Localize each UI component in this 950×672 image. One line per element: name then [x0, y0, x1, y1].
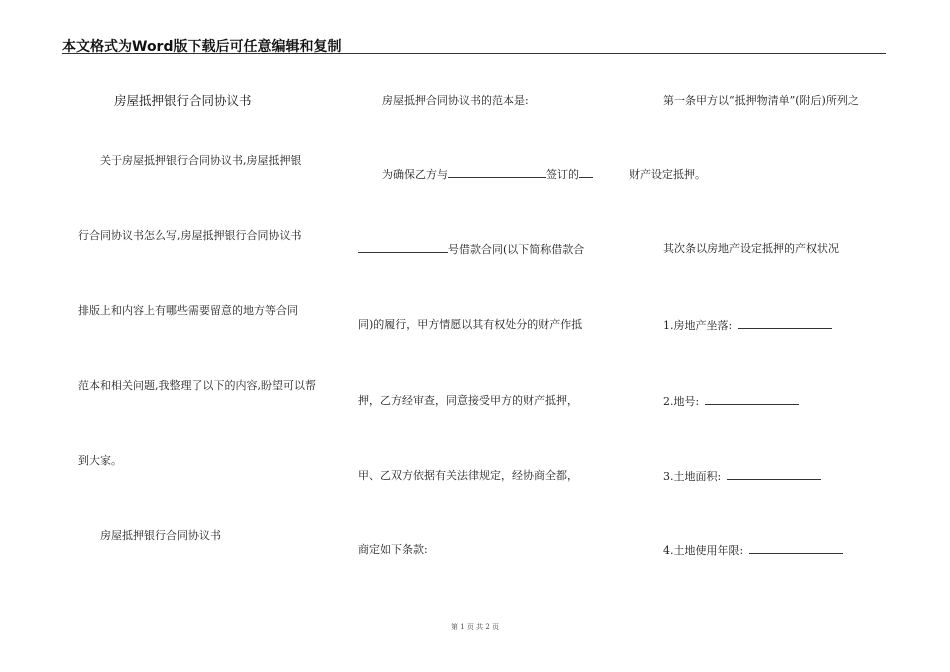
paragraph-line: 排版上和内容上有哪些需要留意的地方等合同 [78, 304, 298, 317]
paragraph-line: 其次条以房地产设定抵押的产权状况 [663, 242, 839, 255]
text-segment: 号借款合同(以下简称借款合 [448, 243, 585, 256]
field-label: 1.房地产坐落: [663, 319, 733, 332]
page-number: 第 1 页 共 2 页 [450, 623, 500, 631]
paragraph-line: 同)的履行，甲方情愿以其有权处分的财产作抵 [358, 318, 583, 331]
subheading: 房屋抵押银行合同协议书 [100, 529, 221, 542]
form-field-line [663, 469, 821, 484]
fill-in-blank [727, 469, 821, 480]
form-field-line [663, 318, 832, 333]
paragraph-line: 行合同协议书怎么写,房屋抵押银行合同协议书 [78, 229, 302, 242]
text-segment: 为确保乙方与 [382, 168, 448, 181]
fill-in-blank [705, 394, 799, 405]
paragraph-line: 商定如下条款: [358, 543, 428, 556]
paragraph-line: 关于房屋抵押银行合同协议书,房屋抵押银 [100, 154, 302, 167]
text-segment: 财产设定抵押。 [629, 168, 706, 181]
fill-in-blank [579, 167, 593, 178]
fill-in-blank [738, 318, 832, 329]
fill-in-blank [749, 543, 843, 554]
header-divider [62, 53, 886, 54]
fill-in-blank [358, 242, 448, 253]
paragraph-line: 到大家。 [78, 454, 122, 467]
fill-in-blank [448, 167, 546, 178]
text-segment: 签订的 [546, 168, 579, 181]
paragraph-line: 房屋抵押合同协议书的范本是: [382, 94, 529, 107]
field-label: 3.土地面积: [663, 470, 722, 483]
form-field-line [663, 543, 843, 558]
document-header: 本文格式为Word版下载后可任意编辑和复制 [62, 39, 342, 55]
paragraph-line: 第一条甲方以“抵押物清单”(附后)所列之 [663, 94, 859, 107]
form-field-line [663, 394, 799, 409]
paragraph-line: 押，乙方经审查，同意接受甲方的财产抵押， [358, 394, 578, 407]
paragraph-line: 甲、乙双方依据有关法律规定，经协商全都， [358, 469, 578, 482]
field-label: 2.地号: [663, 395, 700, 408]
field-label: 4.土地使用年限: [663, 544, 744, 557]
paragraph-line [358, 242, 584, 257]
article-title: 房屋抵押银行合同协议书 [114, 93, 252, 108]
paragraph-line [382, 167, 706, 182]
paragraph-line: 范本和相关问题,我整理了以下的内容,盼望可以帮 [78, 379, 316, 392]
